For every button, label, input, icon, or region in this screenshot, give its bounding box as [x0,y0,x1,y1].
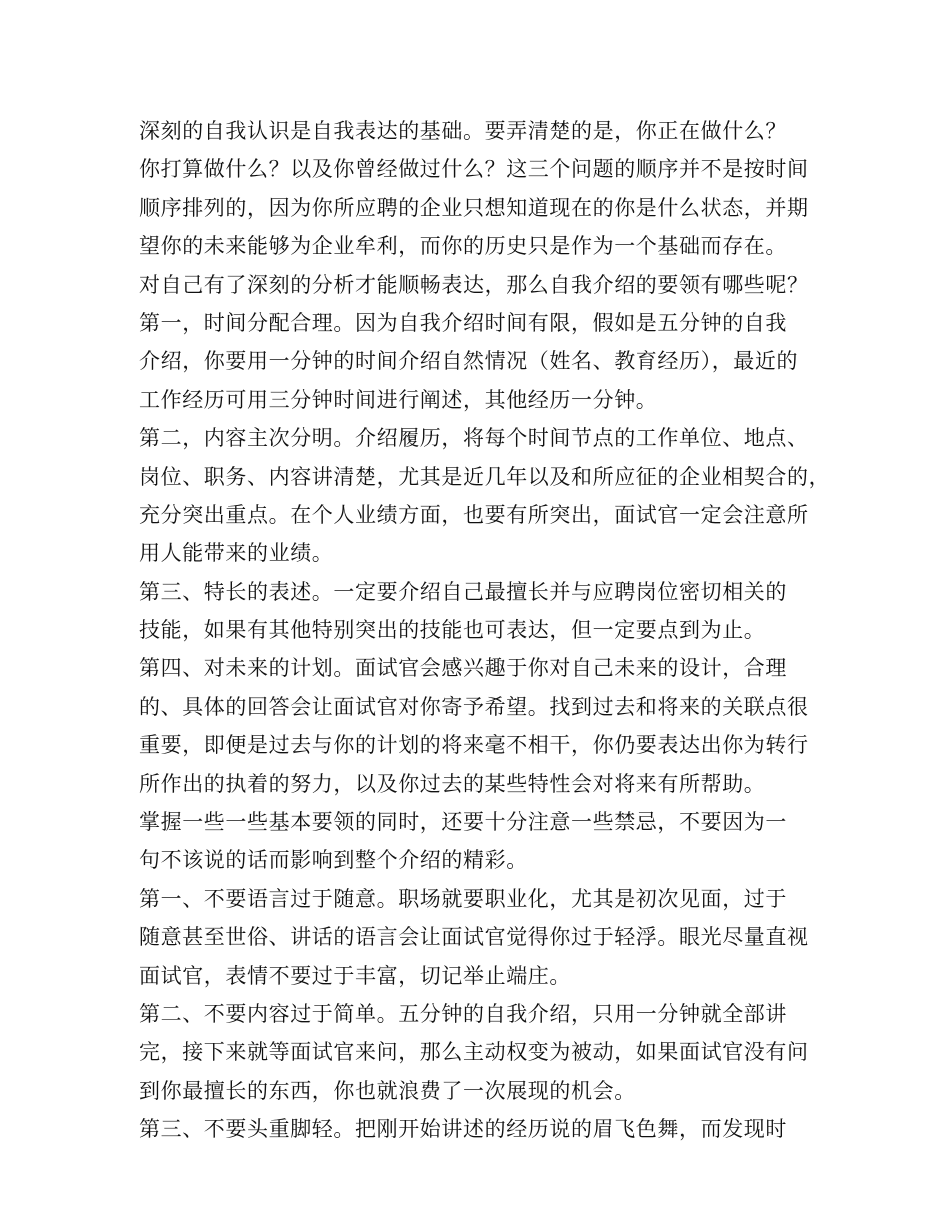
text-line: 介绍，你要用一分钟的时间介绍自然情况（姓名、教育经历），最近的 [139,349,799,374]
text-line: 第四、对未来的计划。面试官会感兴趣于你对自己未来的设计，合理 [139,656,787,681]
text-line: 技能，如果有其他特别突出的技能也可表达，但一定要点到为止。 [139,618,766,643]
body-text [139,112,829,1149]
text-line: 岗位、职务、内容讲清楚，尤其是近几年以及和所应征的企业相契合的， [139,464,831,489]
text-line: 重要，即便是过去与你的计划的将来毫不相干，你仍要表达出你为转行 [139,733,809,758]
text-line: 完，接下来就等面试官来问，那么主动权变为被动，如果面试官没有问 [139,1040,809,1065]
text-line: 工作经历可用三分钟时间进行阐述，其他经历一分钟。 [139,387,658,412]
text-line: 充分突出重点。在个人业绩方面，也要有所突出，面试官一定会注意所 [139,502,809,527]
text-line: 第三、不要头重脚轻。把刚开始讲述的经历说的眉飞色舞，而发现时 [139,1117,787,1142]
text-line: 用人能带来的业绩。 [139,541,334,566]
text-line: 的、具体的回答会让面试官对你寄予希望。找到过去和将来的关联点很 [139,694,809,719]
text-line: 第一，时间分配合理。因为自我介绍时间有限，假如是五分钟的自我 [139,310,787,335]
text-line: 面试官，表情不要过于丰富，切记举止端庄。 [139,963,571,988]
text-line: 深刻的自我认识是自我表达的基础。要弄清楚的是，你正在做什么？ [139,119,787,143]
text-line: 随意甚至世俗、讲话的语言会让面试官觉得你过于轻浮。眼光尽量直视 [139,925,809,950]
text-line: 到你最擅长的东西，你也就浪费了一次展现的机会。 [139,1078,636,1103]
text-line: 句不该说的话而影响到整个介绍的精彩。 [139,848,528,873]
text-line: 望你的未来能够为企业牟利，而你的历史只是作为一个基础而存在。 [139,234,787,259]
text-line: 第二、不要内容过于简单。五分钟的自我介绍，只用一分钟就全部讲 [139,1001,787,1026]
text-line: 所作出的执着的努力，以及你过去的某些特性会对将来有所帮助。 [139,771,766,796]
text-line: 掌握一些一些基本要领的同时，还要十分注意一些禁忌，不要因为一 [139,810,787,835]
text-line: 你打算做什么？以及你曾经做过什么？这三个问题的顺序并不是按时间 [139,157,809,182]
text-line: 第三、特长的表述。一定要介绍自己最擅长并与应聘岗位密切相关的 [139,579,787,604]
text-line: 第二，内容主次分明。介绍履历，将每个时间节点的工作单位、地点、 [139,426,809,451]
text-line: 第一、不要语言过于随意。职场就要职业化，尤其是初次见面，过于 [139,886,787,911]
text-line: 顺序排列的，因为你所应聘的企业只想知道现在的你是什么状态，并期 [139,195,809,220]
text-line: 对自己有了深刻的分析才能顺畅表达，那么自我介绍的要领有哪些呢？ [139,272,809,297]
